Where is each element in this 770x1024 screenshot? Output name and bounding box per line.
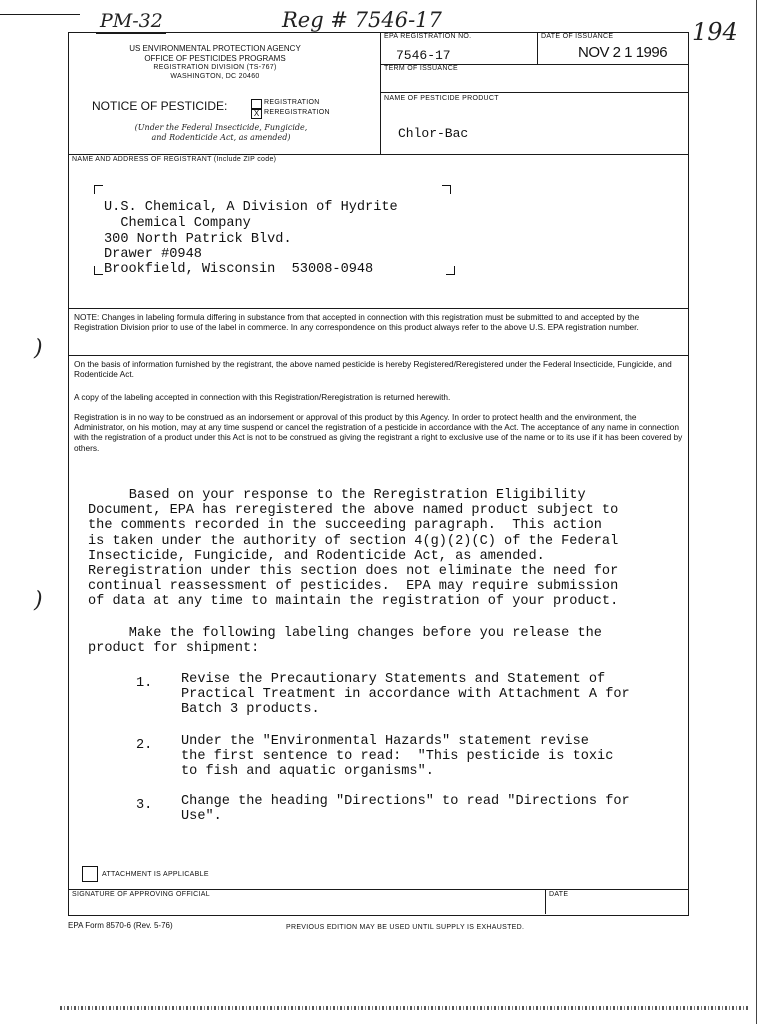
list-item-text: Under the "Environmental Hazards" statement revise the first sentence to read: "This pesticide is toxic to fish and aquatic organisms". [181, 734, 614, 780]
handwritten-pm-number: PM-32 [100, 10, 163, 32]
agency-line-4: WASHINGTON, DC 20460 [170, 73, 260, 80]
registrant-address-line-3: 300 North Patrick Blvd. [104, 232, 292, 247]
registrant-address-line-5: Brookfield, Wisconsin 53008-0948 [104, 262, 374, 277]
reregistration-option-label: REREGISTRATION [264, 109, 330, 116]
notice-title: NOTICE OF PESTICIDE: [92, 99, 228, 113]
registration-option-label: REGISTRATION [264, 99, 320, 106]
letter-paragraph-1: Based on your response to the Reregistration Eligibility Document, EPA has reregistered the above named product subject to the comments recorded in the succeeding paragraph. This action is taken under the authority of section 4(g)(2)(C) of the Federal Insecticide, Fungicide, and Rodenticide Act, as amended. Reregistration under this section does not eliminate the need for continual reassessment of pesticides. EPA may require submission of data at any time to maintain the registration of your product. [88, 488, 619, 610]
margin-bracket-mark: ) [34, 336, 43, 361]
header-vertical-divider [380, 32, 381, 154]
reregistration-check-mark: X [253, 109, 260, 118]
list-item-number: 2. [136, 738, 153, 753]
list-item-number: 3. [136, 798, 153, 813]
letter-paragraph-2: Make the following labeling changes before you release the product for shipment: [88, 626, 602, 657]
note-top-divider [68, 308, 688, 309]
signature-date-label: DATE [549, 891, 569, 898]
signature-date-divider [545, 889, 546, 914]
signature-top-divider [68, 889, 688, 890]
address-corner-bottom-right [446, 266, 455, 275]
date-of-issuance-label: DATE OF ISSUANCE [541, 33, 614, 40]
top-rule [0, 14, 80, 15]
registrant-address-line-2: Chemical Company [104, 216, 251, 231]
header-bottom-divider [68, 154, 688, 155]
registration-checkbox[interactable] [251, 99, 262, 109]
labeling-copy-paragraph: A copy of the labeling accepted in connection with this Registration/Reregistration is returned herewith. [74, 392, 451, 402]
handwritten-reg-number: Reg # 7546-17 [282, 8, 442, 32]
list-item-number: 1. [136, 676, 153, 691]
product-name-value: Chlor-Bac [398, 126, 469, 141]
notice-under-line-2: and Rodenticide Act, as amended) [151, 133, 291, 142]
attachment-checkbox[interactable] [82, 866, 98, 882]
term-of-issuance-label: TERM OF ISSUANCE [384, 65, 459, 72]
product-name-label: NAME OF PESTICIDE PRODUCT [384, 95, 499, 102]
registrant-address-line-1: U.S. Chemical, A Division of Hydrite [104, 200, 398, 215]
attachment-label: ATTACHMENT IS APPLICABLE [102, 871, 209, 878]
list-item-text: Change the heading "Directions" to read "Directions for Use". [181, 794, 630, 825]
address-corner-bottom-left [94, 266, 103, 275]
registrant-label: NAME AND ADDRESS OF REGISTRANT (Include ZIP code) [72, 156, 277, 163]
list-item-text: Revise the Precautionary Statements and Statement of Practical Treatment in accordance with Attachment A for Batch 3 products. [181, 672, 630, 718]
agency-line-2: OFFICE OF PESTICIDES PROGRAMS [144, 54, 286, 63]
reregistration-checkbox[interactable] [251, 109, 262, 119]
form-frame [68, 32, 689, 916]
epa-form-id: EPA Form 8570-6 (Rev. 5-76) [68, 921, 173, 930]
note-bottom-divider [68, 355, 688, 356]
date-vertical-divider [537, 32, 538, 64]
note-text: NOTE: Changes in labeling formula differing in substance from that accepted in connection with this registration must be submitted to and accepted by the Registration Division prior to use of the label in commerce. In any correspondence on this product always refer to the above U.S. EPA registration number. [74, 312, 640, 333]
address-corner-top-right [442, 185, 451, 194]
epa-reg-value: 7546-17 [396, 48, 451, 63]
previous-edition-note: PREVIOUS EDITION MAY BE USED UNTIL SUPPLY IS EXHAUSTED. [286, 924, 525, 931]
right-edge-scan-line [756, 0, 757, 1024]
signature-label: SIGNATURE OF APPROVING OFFICIAL [72, 891, 210, 898]
address-corner-top-left [94, 185, 103, 194]
date-of-issuance-value: NOV 2 1 1996 [578, 44, 668, 61]
term-bottom-divider [380, 92, 688, 93]
epa-reg-label: EPA REGISTRATION NO. [384, 33, 472, 40]
registrant-address-line-4: Drawer #0948 [104, 247, 202, 262]
agency-line-3: REGISTRATION DIVISION (TS-767) [153, 64, 277, 71]
bottom-scan-artifact [60, 1006, 750, 1010]
notice-under-line-1: (Under the Federal Insecticide, Fungicide, [134, 123, 308, 132]
registration-paragraph: On the basis of information furnished by the registrant, the above named pesticide is hereby Registered/Reregistered under the Federal Insecticide, Fungicide, and Rodenticide Act. [74, 359, 672, 380]
margin-bracket-mark: ) [34, 588, 43, 613]
handwritten-page-mark: 194 [692, 18, 738, 46]
agency-line-1: US ENVIRONMENTAL PROTECTION AGENCY [129, 44, 301, 53]
disclaimer-paragraph: Registration is in no way to be construed as an indorsement or approval of this product by this Agency. In order to protect health and the environment, the Administrator, on his motion, may at any time suspend or cancel the registration of a pesticide in accordance with the Act. The acceptance of any name in connection with the registration of a product under this Act is not to be construed as giving the registrant a right to exclusive use of the name or to its use if it has been covered by others. [74, 412, 683, 453]
